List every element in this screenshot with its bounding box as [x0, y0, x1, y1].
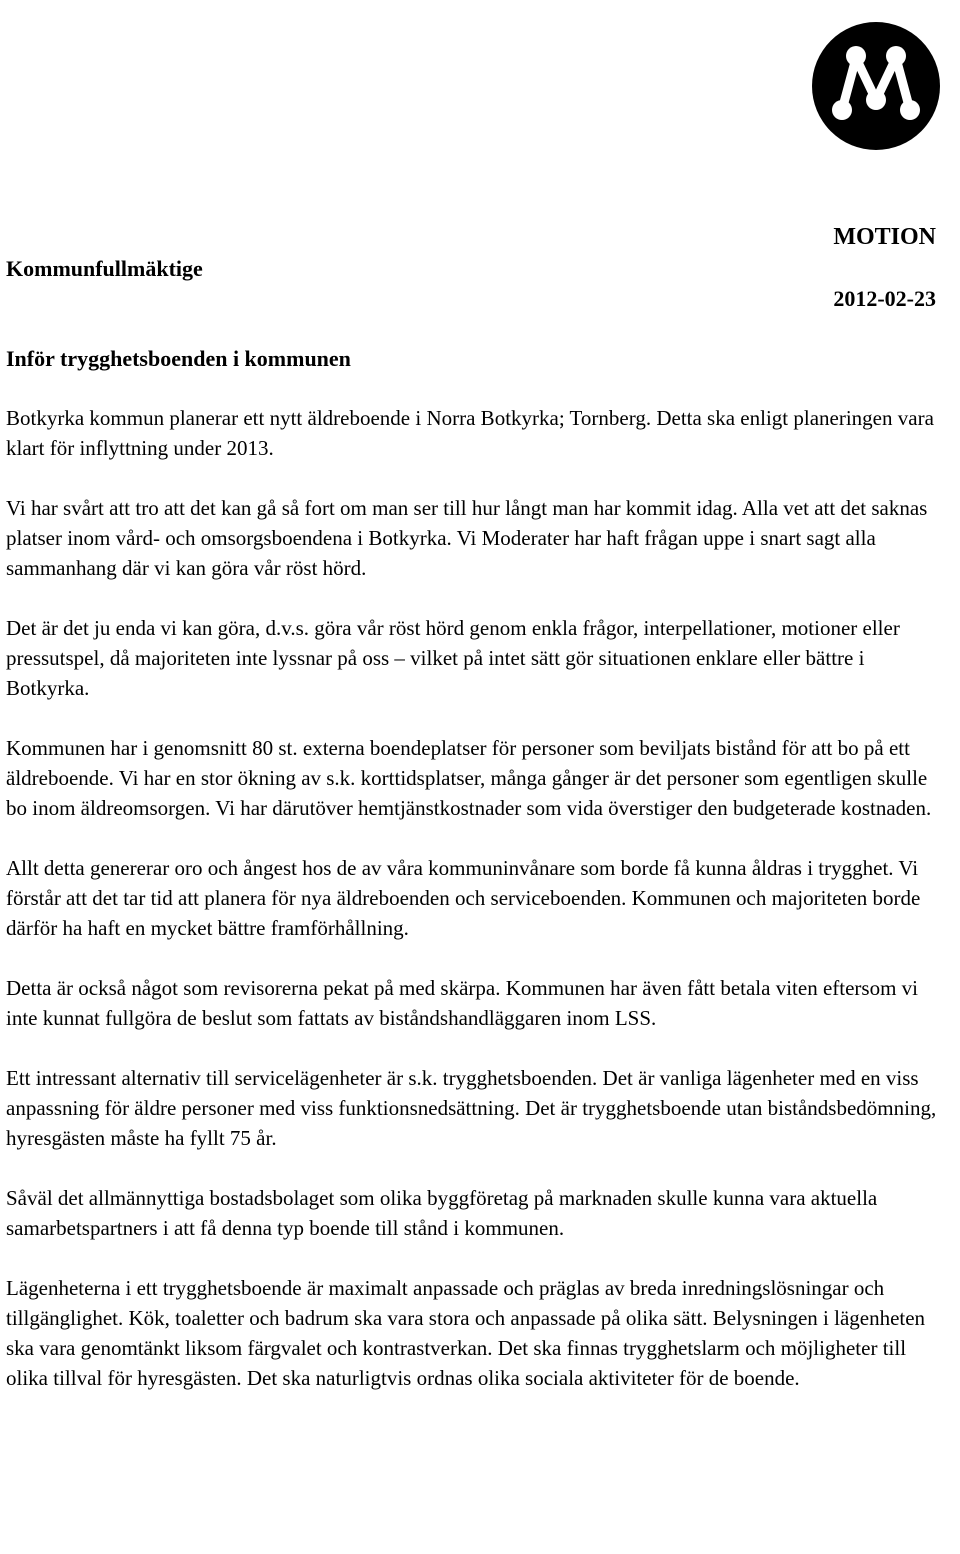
motion-body	[6, 403, 950, 1423]
recipient-heading: Kommunfullmäktige	[6, 256, 203, 281]
document-date: 2012-02-23	[833, 286, 936, 311]
body-paragraph: Botkyrka kommun planerar ett nytt äldreboende i Norra Botkyrka; Tornberg. Detta ska enligt planeringen vara klart för inflyttning under 2013.	[6, 406, 934, 460]
moderaterna-logo-icon	[812, 22, 940, 150]
body-paragraph: Kommunen har i genomsnitt 80 st. externa boendeplatser för personer som beviljats bistånd för att bo på ett äldreboende. Vi har en stor ökning av s.k. korttidsplatser, många gånger är det personer som egentligen skulle bo inom äldreomsorgen. Vi har därutöver hemtjänstkostnader som vida överstiger den budgeterade kostnaden.	[6, 736, 932, 820]
body-paragraph: Det är det ju enda vi kan göra, d.v.s. göra vår röst hörd genom enkla frågor, interpellationer, motioner eller pressutspel, då majoriteten inte lyssnar på oss – vilket på intet sätt gör situationen enklare eller bättre i Botkyrka.	[6, 616, 900, 700]
document-type-label: MOTION	[833, 224, 936, 250]
body-paragraph: Detta är också något som revisorerna pekat på med skärpa. Kommunen har även fått betala viten eftersom vi inte kunnat fullgöra de beslut som fattats av biståndshandläggaren inom LSS.	[6, 976, 918, 1030]
body-paragraph: Allt detta genererar oro och ångest hos de av våra kommuninvånare som borde få kunna åldras i trygghet. Vi förstår att det tar tid att planera för nya äldreboenden och serviceboenden. Kommunen och majoriteten borde därför ha haft en mycket bättre framförhållning.	[6, 856, 921, 940]
body-paragraph: Ett intressant alternativ till servicelägenheter är s.k. trygghetsboenden. Det är vanliga lägenheter med en viss anpassning för äldre personer med viss funktionsnedsättning. Det är trygghetsboende utan biståndsbedömning, hyresgästen måste ha fyllt 75 år.	[6, 1066, 937, 1150]
body-paragraph: Lägenheterna i ett trygghetsboende är maximalt anpassade och präglas av breda inredningslösningar och tillgänglighet. Kök, toaletter och badrum ska vara stora och anpassade på olika sätt. Belysningen i lägenheten ska vara genomtänkt liksom färgvalet och kontrastverkan. Det ska finnas trygghetslarm och möjligheter till olika tillval för hyresgästen. Det ska naturligtvis ordnas olika sociala aktiviteter för de boende.	[6, 1276, 926, 1390]
document-title: Inför trygghetsboenden i kommunen	[6, 346, 351, 371]
body-paragraph: Såväl det allmännyttiga bostadsbolaget som olika byggföretag på marknaden skulle kunna vara aktuella samarbetspartners i att få denna typ boende till stånd i kommunen.	[6, 1186, 878, 1240]
body-paragraph: Vi har svårt att tro att det kan gå så fort om man ser till hur långt man har kommit idag. Alla vet att det saknas platser inom vård- och omsorgsboendena i Botkyrka. Vi Moderater har haft frågan uppe i snart sagt alla sammanhang där vi kan göra vår röst hörd.	[6, 496, 928, 580]
